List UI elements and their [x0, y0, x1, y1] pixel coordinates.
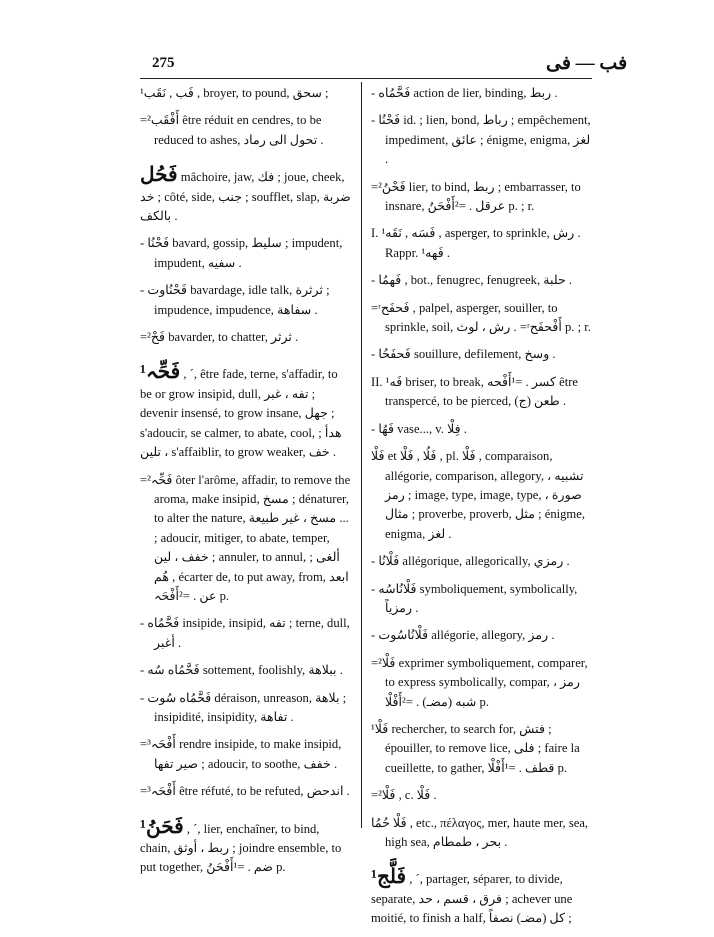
entry-text: - فَلْانُاسُه symboliquement, symbolically, رمزياً .: [371, 581, 578, 615]
entry-text: =²فَحْنُ lier, to bind, ربط ; embarrasser, to insnare, عرقل . =²أَفْحَنُ p. ; r.: [371, 179, 581, 214]
dictionary-entry: [140, 281, 352, 320]
entry-text: ¹فَب , نَقَب , broyer, to pound, سحق ;: [140, 86, 329, 100]
entry-text: - فَحْنُاوت bavardage, idle talk, ثرثرة ; impudence, impudence, سفاهة .: [140, 283, 330, 317]
dictionary-entry: [371, 626, 591, 645]
entry-text: - فَحْنُا id. ; lien, bond, رباط ; empêchement, impediment, عائق ; énigme, enigma, لغز .: [371, 113, 591, 167]
left-column: [140, 84, 352, 886]
dictionary-entry: [371, 580, 591, 619]
dictionary-entry: [140, 735, 352, 774]
entry-text: فَلْا حُمُا , etc., πέλαγος, mer, haute mer, sea, high sea, بحر ، طمطام .: [371, 815, 589, 849]
entry-text: - فَلْانُا allégorique, allegorically, رمزي .: [371, 554, 570, 569]
dictionary-entry: [371, 178, 591, 217]
running-head: فب — فی: [546, 53, 628, 74]
dictionary-entry: [140, 111, 352, 150]
entry-headword: فَحُل: [140, 164, 178, 187]
entry-headword: ¹فَحَنُ: [140, 815, 184, 838]
dictionary-entry: [140, 84, 352, 103]
dictionary-entry: [140, 782, 352, 801]
dictionary-entry: [371, 345, 591, 364]
entry-text: - فَهُا vase..., v. فِلْا .: [371, 421, 467, 436]
dictionary-entry: [371, 224, 591, 263]
entry-text: , ´, être fade, terne, s'affadir, to be or grow insipid, dull, تفه ، غبر ; devenir insensé, to grow insane, جهل ; s'adoucir, se calmer, to abate, cool, هدأ ; تلين ، s'affaiblir, to grow weaker, خف .: [140, 367, 342, 460]
entry-text: mâchoire, jaw, فك ; joue, cheek, خد ; côté, side, جنب ; soufflet, slap, ضربة بالكف .: [140, 170, 351, 224]
dictionary-entry: [371, 373, 591, 412]
entry-text: - فَحفَحُا souillure, defilement, وسخ .: [371, 347, 556, 362]
dictionary-entry: [371, 720, 591, 778]
entry-text: =²فَلْا , c. فَلْا .: [371, 788, 437, 803]
entry-text: II. ¹فَه briser, to break, كسر . =¹أَفْحه être transpercé, to be pierced, طعن (ج) .: [371, 374, 579, 409]
dictionary-entry: [140, 614, 352, 653]
dictionary-entry: [140, 363, 352, 462]
dictionary-entry: [371, 447, 591, 544]
entry-headword: ¹فَلَّج: [371, 866, 407, 889]
entry-text: =²أَفْقَب être réduit en cendres, to be reduced to ashes, تحول الى رماد .: [140, 113, 324, 147]
dictionary-entry: [140, 689, 352, 728]
dictionary-entry: [140, 234, 352, 273]
entry-text: - فَلْانُاسُوت allégorie, allegory, رمز .: [371, 628, 555, 643]
entry-text: - فَهمُا , bot., fenugrec, fenugreek, حلبة .: [371, 273, 573, 288]
dictionary-entry: [140, 661, 352, 680]
entry-text: =ʳفَحفَح , palpel, asperger, souiller, to sprinkle, soil, رش ، لوث . =ʳأَفْحفَح p. ; r.: [371, 300, 591, 335]
entry-text: - فَحَّمُاه سُه sottement, foolishly, ببلاهة .: [140, 663, 343, 678]
dictionary-entry: [371, 552, 591, 571]
header-rule: [140, 78, 592, 79]
page-number: 275: [152, 55, 175, 71]
entry-text: - فَحَّمُاه action de lier, binding, ربط .: [371, 86, 558, 100]
dictionary-entry: [371, 111, 591, 169]
entry-text: =³أَفْحَہ être réfuté, to be refuted, اندحض .: [140, 784, 350, 799]
entry-text: I. ¹فَسَه , نَقَه , asperger, to sprinkle, رش . Rappr. ¹فَهه .: [371, 226, 581, 260]
entry-text: =²فَلْا exprimer symboliquement, comparer, to express symbolically, compar, رمز ، شبه (مضـ) . =²أَفْلْا p.: [371, 655, 588, 709]
entry-text: , ´, partager, séparer, to divide, separate, فرق ، قسم ، حد ; achever une moitié, to finish a half, كل (مضـ) نصفاً ;: [371, 872, 573, 926]
dictionary-entry: [371, 271, 591, 290]
entry-text: فَلْا et فَلُا , فَلْا , pl. فَلْا , comparaison, allégorie, comparison, allegory, تشبيه ، رمز ; image, type, image, type, صورة ، مثال ; proverbe, proverb, مثل ; énigme, enigma, لغز .: [371, 449, 585, 541]
dictionary-entry: [371, 84, 591, 103]
dictionary-entry: [140, 166, 352, 226]
dictionary-entry: [140, 328, 352, 347]
dictionary-entry: [371, 814, 591, 853]
dictionary-entry: [140, 471, 352, 607]
entry-text: , ´, lier, enchaîner, to bind, chain, ربط ، أوثق ; joindre ensemble, to put together, ضم . =¹أَفْحَنُ p.: [140, 821, 342, 875]
dictionary-entry: [140, 815, 352, 878]
entry-headword: ¹فَحِّہ: [140, 361, 181, 384]
entry-text: =²فَحْ bavarder, to chatter, ثرثر .: [140, 330, 299, 345]
dictionary-entry: [371, 420, 591, 439]
right-column: [371, 84, 591, 937]
entry-text: =³أَفْحَہ rendre insipide, to make insipid, صير تفها ; adoucir, to soothe, خفف .: [140, 737, 342, 771]
entry-text: - فَحَّمُاه سُوت déraison, unreason, بلاهة ; insipidité, insipidity, تفاهة .: [140, 690, 347, 724]
entry-text: ¹فَلْا rechercher, to search for, فتش ; épouiller, to remove lice, فلى ; faire la cueillette, to gather, قطف . =¹أَفْلْا p.: [371, 721, 580, 775]
entry-text: - فَحْنُا bavard, gossip, سليط ; impudent, impudent, سفيه .: [140, 236, 343, 270]
dictionary-entry: [371, 786, 591, 805]
dictionary-entry: [371, 654, 591, 712]
column-divider: [361, 82, 362, 828]
entry-text: =²فَحِّہ ôter l'arôme, affadir, to remove the aroma, make insipid, مسخ ; dénaturer, to alter the nature, مسخ ، غير طبيعة ... ; adoucir, mitiger, to abate, temper, خفف ، لين ; annuler, to annul, ألغى ; هُم , écarter de, to put away, from, ابعد عن . =²أَفْحَہ p.: [140, 472, 351, 603]
dictionary-entry: [371, 868, 591, 928]
dictionary-entry: [371, 299, 591, 338]
entry-text: - فَحَّمُاه insipide, insipid, تفه ; terne, dull, أغبر .: [140, 616, 350, 650]
